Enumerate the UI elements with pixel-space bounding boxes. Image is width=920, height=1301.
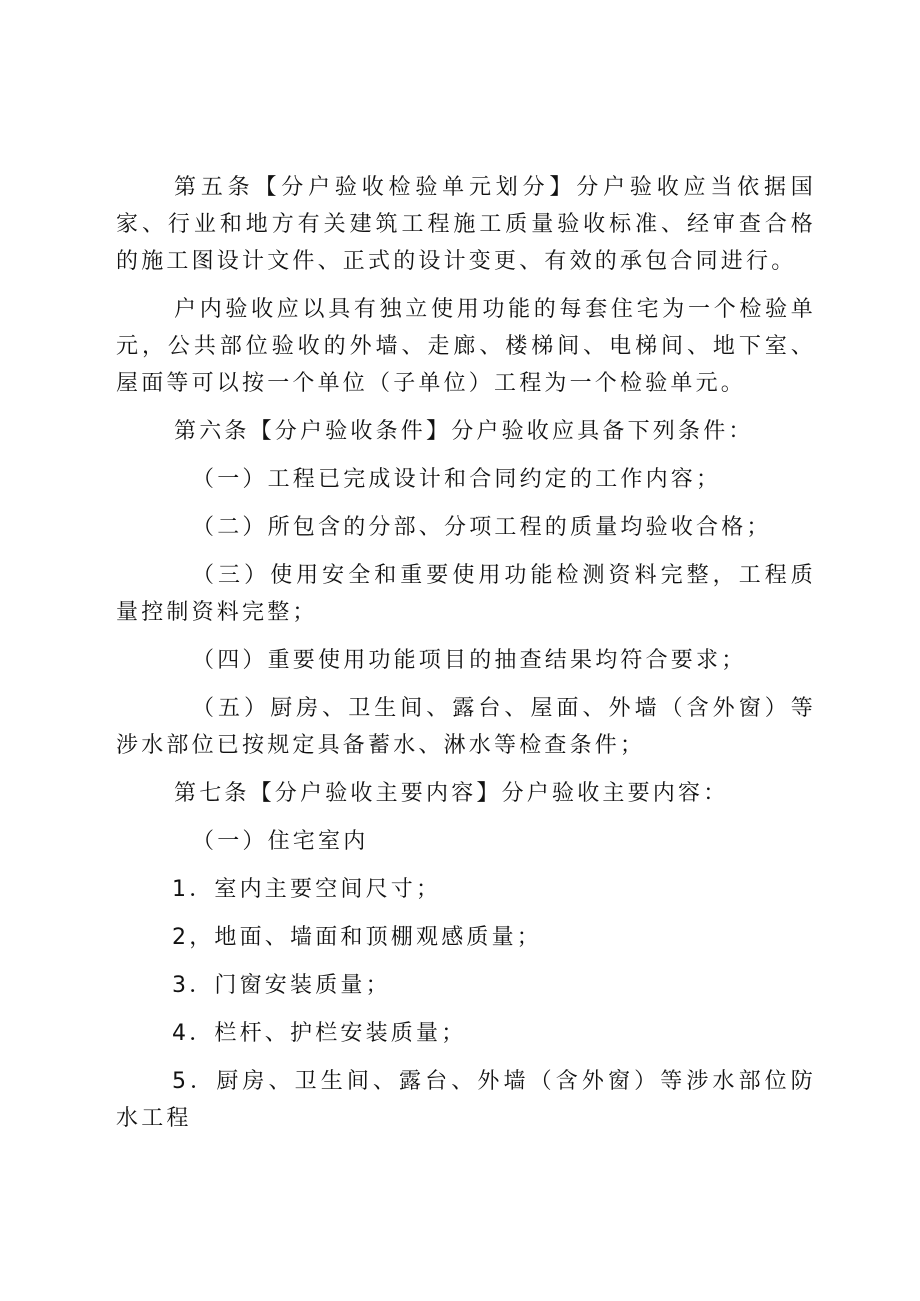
condition-item-1: （一）工程已完成设计和合同约定的工作内容； xyxy=(192,467,722,492)
condition-item-2: （二）所包含的分部、分项工程的质量均验收合格； xyxy=(192,515,772,540)
article-7-heading: 第七条【分户验收主要内容】分户验收主要内容： xyxy=(174,781,729,806)
document-body xyxy=(116,169,816,1148)
content-item-4: 4．栏杆、护栏安装质量； xyxy=(172,1021,467,1046)
content-item-3: 3．门窗安装质量； xyxy=(172,973,391,998)
condition-item-3: （三）使用安全和重要使用功能检测资料完整，工程质量控制资料完整； xyxy=(116,563,816,625)
content-section-1: （一）住宅室内 xyxy=(192,829,369,854)
content-item-2: 2，地面、墙面和顶棚观感质量； xyxy=(172,925,542,950)
condition-item-5: （五）厨房、卫生间、露台、屋面、外墙（含外窗）等涉水部位已按规定具备蓄水、淋水等检查条件； xyxy=(116,696,816,758)
inspection-unit-paragraph: 户内验收应以具有独立使用功能的每套住宅为一个检验单元，公共部位验收的外墙、走廊、楼梯间、电梯间、地下室、屋面等可以按一个单位（子单位）工程为一个检验单元。 xyxy=(116,297,816,396)
article-6-heading: 第六条【分户验收条件】分户验收应具备下列条件： xyxy=(174,419,754,444)
condition-item-4: （四）重要使用功能项目的抽查结果均符合要求； xyxy=(192,648,747,673)
content-item-5: 5．厨房、卫生间、露台、外墙（含外窗）等涉水部位防水工程 xyxy=(116,1069,816,1131)
content-item-1: 1．室内主要空间尺寸； xyxy=(172,877,442,902)
article-5-paragraph: 第五条【分户验收检验单元划分】分户验收应当依据国家、行业和地方有关建筑工程施工质量验收标准、经审查合格的施工图设计文件、正式的设计变更、有效的承包合同进行。 xyxy=(116,175,816,274)
